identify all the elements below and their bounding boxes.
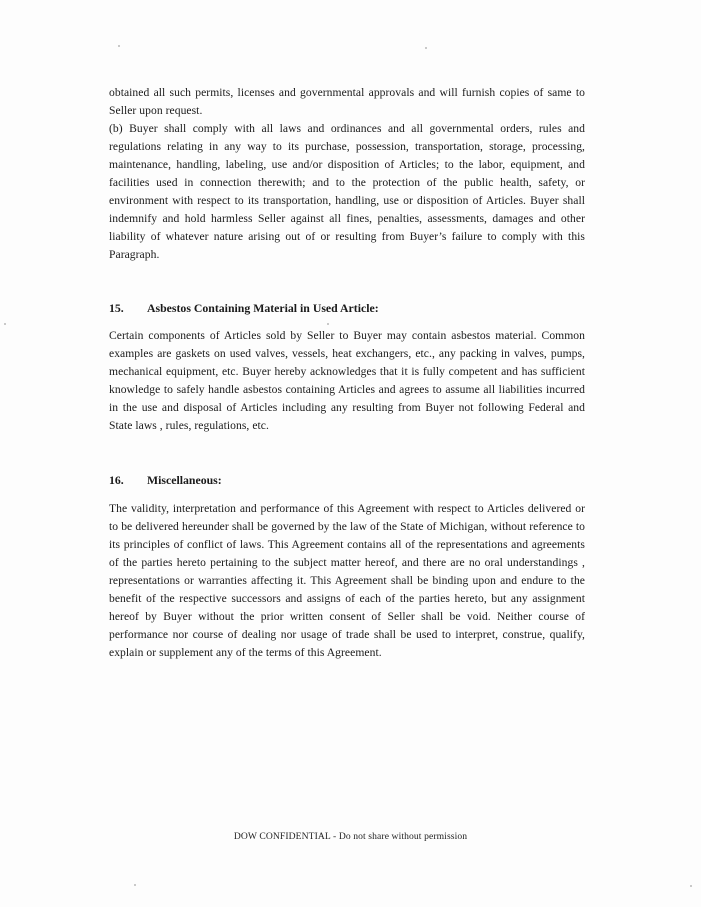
section-16-number: 16. bbox=[109, 473, 124, 487]
scan-speck bbox=[425, 47, 427, 49]
section-16-heading bbox=[109, 472, 222, 488]
section-15-title: Asbestos Containing Material in Used Article: bbox=[147, 301, 379, 315]
section-16-text: The validity, interpretation and performance of this Agreement with respect to Articles delivered or to be delivered hereunder shall be governed by the law of the State of Michigan, without reference to its principles of conflict of laws. This Agreement contains all of the representations and agreements of the parties hereto pertaining to the subject matter hereof, and there are no oral understandings , representations or warranties affecting it. This Agreement shall be binding upon and endure to the benefit of the respective successors and assigns of each of the parties hereto, but any assignment hereof by Buyer without the prior written consent of Seller shall be void. Neither course of performance nor course of dealing nor usage of trade shall be used to interpret, construe, qualify, explain or supplement any of the terms of this Agreement. bbox=[109, 502, 585, 659]
section-16-body bbox=[109, 500, 585, 662]
scan-speck bbox=[118, 45, 120, 47]
scan-speck bbox=[327, 323, 329, 325]
section-15-text: Certain components of Articles sold by Seller to Buyer may contain asbestos material. Common examples are gaskets on used valves, vessels, heat exchangers, etc., any packing in valves, pumps, mechanical equipment, etc. Buyer hereby acknowledges that it is fully competent and has sufficient knowledge to safely handle asbestos containing Articles and agrees to assume all liabilities incurred in the use and disposal of Articles including any resulting from Buyer not following Federal and State laws , rules, regulations, etc. bbox=[109, 329, 585, 432]
confidentiality-footer: DOW CONFIDENTIAL - Do not share without permission bbox=[233, 831, 468, 842]
section-16-title: Miscellaneous: bbox=[147, 473, 222, 487]
section-15-number: 15. bbox=[109, 301, 124, 315]
section-15-body bbox=[109, 327, 585, 435]
scan-speck bbox=[4, 323, 6, 325]
continuation-text-b: (b) Buyer shall comply with all laws and ordinances and all governmental orders, rules and regulations relating in any way to its purchase, possession, transportation, storage, processing, maintenance, handling, labeling, use and/or disposition of Articles; to the labor, equipment, and facilities used in connection therewith; and to the protection of the public health, safety, or environment with respect to its transportation, handling, use or disposition of Articles. Buyer shall indemnify and hold harmless Seller against all fines, penalties, assessments, damages and other liability of whatever nature arising out of or resulting from Buyer’s failure to comply with this Paragraph. bbox=[109, 122, 585, 261]
scan-speck bbox=[134, 884, 136, 886]
continuation-text-a: obtained all such permits, licenses and governmental approvals and will furnish copies of same to Seller upon request. bbox=[109, 86, 585, 117]
section-15-heading bbox=[109, 300, 379, 316]
continuation-paragraph bbox=[109, 84, 585, 264]
scan-speck bbox=[690, 885, 692, 887]
